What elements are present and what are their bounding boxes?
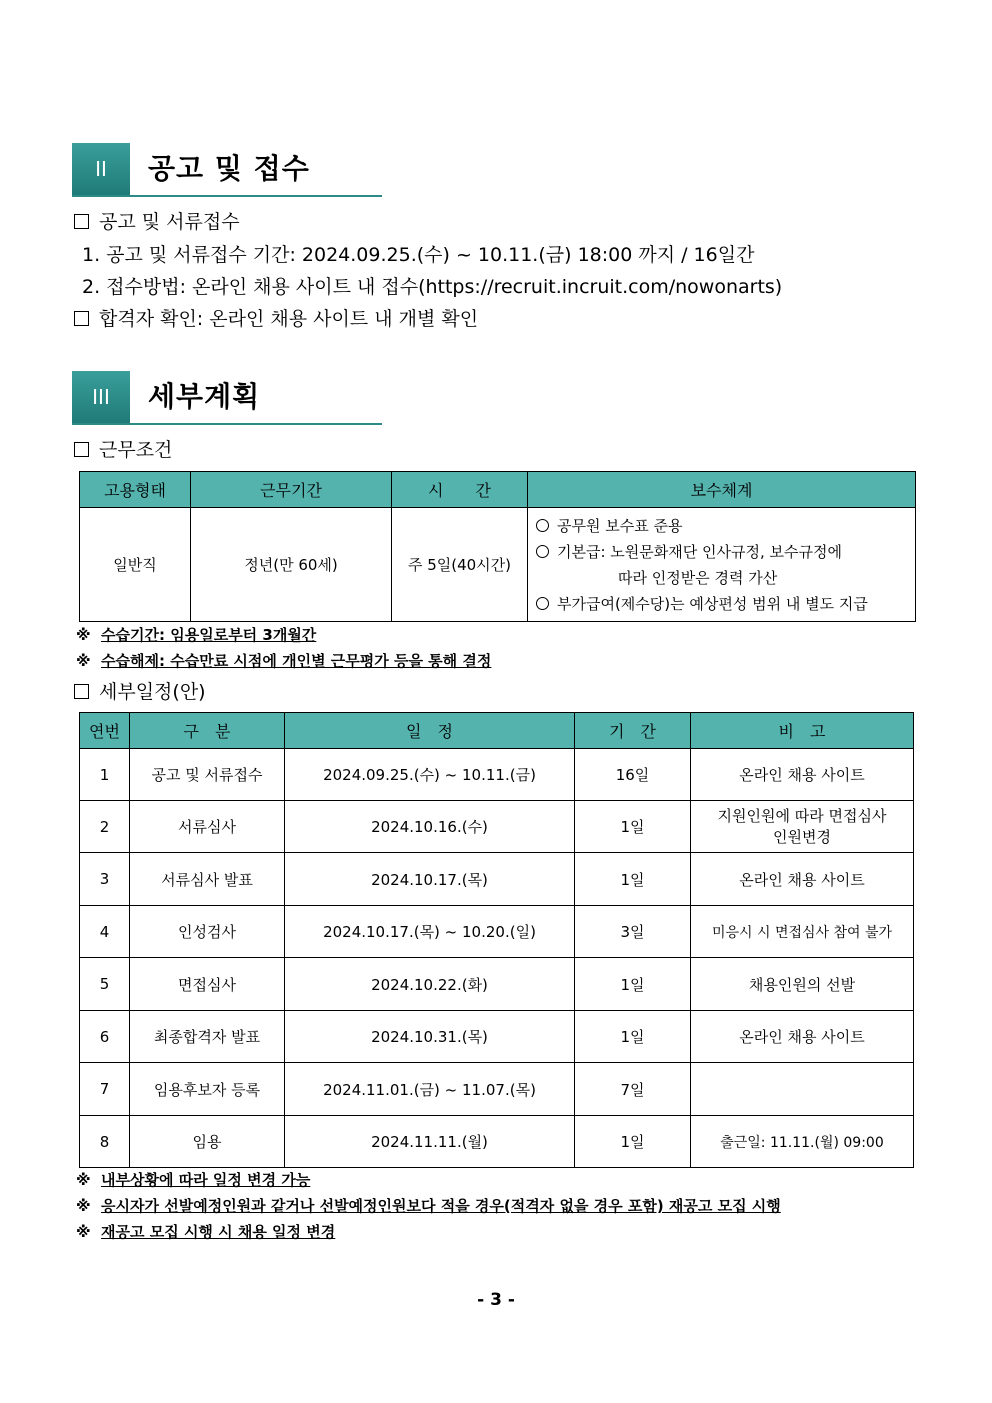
table-row: 6 최종합격자 발표 2024.10.31.(목) 1일 온라인 채용 사이트	[80, 1011, 914, 1063]
section-2-title: 공고 및 접수	[148, 152, 310, 185]
checkbox-square-icon	[74, 214, 89, 229]
header-remarks: 비 고	[691, 713, 914, 749]
section-3-header	[72, 371, 382, 425]
header-schedule: 일 정	[285, 713, 575, 749]
pay-system: 공무원 보수표 준용 기본급: 노원문화재단 인사규정, 보수규정에 따라 인정받은 경력 가산 부가급여(제수당)는 예상편성 범위 내 별도 지급	[528, 508, 916, 622]
table-row: 5 면접심사 2024.10.22.(화) 1일 채용인원의 선발	[80, 958, 914, 1011]
circle-bullet-icon	[536, 545, 549, 558]
checkbox-square-icon	[74, 311, 89, 326]
circle-bullet-icon	[536, 597, 549, 610]
work-hours: 주 5일(40시간)	[392, 508, 528, 622]
section-2-header	[72, 143, 382, 197]
schedule-table	[79, 712, 914, 1168]
table-row: 1 공고 및 서류접수 2024.09.25.(수) ~ 10.11.(금) 16일 온라인 채용 사이트	[80, 749, 914, 801]
circle-bullet-icon	[536, 519, 549, 532]
table-row: 3 서류심사 발표 2024.10.17.(목) 1일 온라인 채용 사이트	[80, 853, 914, 906]
header-pay-system: 보수체계	[528, 472, 916, 508]
table-row: 4 인성검사 2024.10.17.(목) ~ 10.20.(일) 3일 미응시 시 면접심사 참여 불가	[80, 906, 914, 958]
page-number: - 3 -	[477, 1290, 515, 1310]
section-2-number: II	[72, 143, 130, 195]
work-conditions-table	[79, 471, 916, 622]
note-reannouncement: ※ 응시자가 선발예정인원과 같거나 선발예정인원보다 적을 경우(적격자 없을 경우 포함) 재공고 모집 시행	[76, 1197, 781, 1215]
checkbox-item-schedule: 세부일정(안)	[74, 677, 206, 704]
header-no: 연번	[80, 713, 130, 749]
checkbox-item-result: 합격자 확인: 온라인 채용 사이트 내 개별 확인	[74, 304, 478, 331]
note-probation-period: ※ 수습기간: 임용일로부터 3개월간	[76, 626, 317, 644]
employment-type: 일반직	[80, 508, 191, 622]
work-period: 정년(만 60세)	[191, 508, 392, 622]
section-3-title: 세부계획	[148, 380, 261, 413]
table-row: 7 임용후보자 등록 2024.11.01.(금) ~ 11.07.(목) 7일	[80, 1063, 914, 1116]
note-schedule-change: ※ 내부상황에 따라 일정 변경 가능	[76, 1171, 311, 1189]
application-method: 2. 접수방법: 온라인 채용 사이트 내 접수(https://recruit.incruit.com/nowonarts)	[82, 276, 783, 298]
announcement-period: 1. 공고 및 서류접수 기간: 2024.09.25.(수) ~ 10.11.(금) 18:00 까지 / 16일간	[82, 244, 755, 266]
table-row: 2 서류심사 2024.10.16.(수) 1일 지원인원에 따라 면접심사 인원변경	[80, 801, 914, 853]
header-work-period: 근무기간	[191, 472, 392, 508]
note-reannouncement-schedule: ※ 재공고 모집 시행 시 채용 일정 변경	[76, 1223, 336, 1241]
section-3-number: III	[72, 371, 130, 423]
table-row: 8 임용 2024.11.11.(월) 1일 출근일: 11.11.(월) 09:00	[80, 1116, 914, 1168]
header-employment-type: 고용형태	[80, 472, 191, 508]
header-duration: 기 간	[575, 713, 691, 749]
checkbox-square-icon	[74, 442, 89, 457]
header-category: 구 분	[130, 713, 285, 749]
checkbox-square-icon	[74, 684, 89, 699]
checkbox-item-announcement: 공고 및 서류접수	[74, 207, 240, 234]
note-probation-release: ※ 수습해제: 수습만료 시점에 개인별 근무평가 등을 통해 결정	[76, 652, 492, 670]
header-hours: 시 간	[392, 472, 528, 508]
checkbox-item-conditions: 근무조건	[74, 435, 172, 462]
